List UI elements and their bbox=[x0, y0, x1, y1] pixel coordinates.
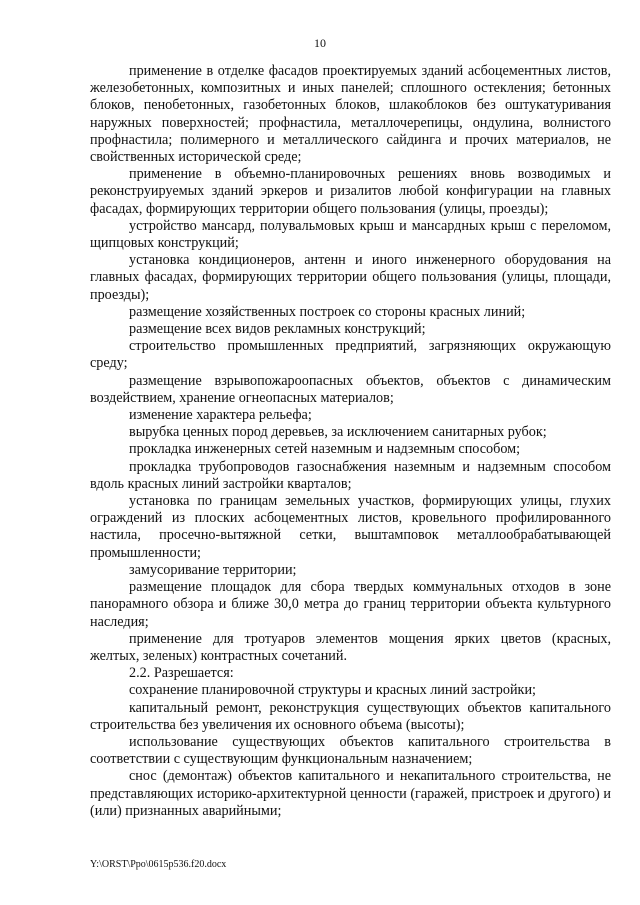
paragraph-fences: установка по границам земельных участков, формирующих улицы, глухих ограждений из плоских асбоцементных листов, кровельного профилированного настила, просечно-вытяжной сетки, выштамповок металлообрабатывающей промышленности; bbox=[90, 493, 611, 561]
paragraph-hazardous-objects: размещение взрывопожароопасных объектов, объектов с динамическим воздействием, хранение огнеопасных материалов; bbox=[90, 372, 611, 406]
paragraph-relief: изменение характера рельефа; bbox=[129, 407, 312, 424]
paragraph-tree-felling: вырубка ценных пород деревьев, за исключением санитарных рубок; bbox=[129, 424, 547, 441]
paragraph-industrial: строительство промышленных предприятий, загрязняющих окружающую среду; bbox=[90, 338, 611, 372]
paragraph-erkers-risalits: применение в объемно-планировочных решениях вновь возводимых и реконструируемых зданий эркеров и ризалитов любой конфигурации на главных фасадах, формирующих территории общего пользования (улицы, проезды); bbox=[90, 166, 611, 217]
paragraph-mansard-roofs: устройство мансард, полувальмовых крыш и мансардных крыш с переломом, щипцовых конструкций; bbox=[90, 217, 611, 252]
paragraph-advertising: размещение всех видов рекламных конструкций; bbox=[129, 321, 426, 338]
section-heading-permitted: 2.2. Разрешается: bbox=[129, 665, 234, 682]
footer-file-path: Y:\ORST\Ppo\0615p536.f20.docx bbox=[90, 859, 227, 870]
document-body bbox=[90, 63, 611, 820]
paragraph-outbuildings: размещение хозяйственных построек со стороны красных линий; bbox=[129, 303, 526, 320]
paragraph-demolition: снос (демонтаж) объектов капитального и некапитального строительства, не представляющих историко-архитектурной ценности (гаражей, пристроек и другого) и (или) признанных аварийными; bbox=[90, 768, 611, 819]
paragraph-waste-sites: размещение площадок для сбора твердых коммунальных отходов в зоне панорамного обзора и ближе 30,0 метра до границ территории объекта культурного наследия; bbox=[90, 579, 611, 630]
paragraph-littering: замусоривание территории; bbox=[129, 561, 297, 578]
page-number: 10 bbox=[314, 36, 326, 50]
paragraph-paving-colors: применение для тротуаров элементов мощения ярких цветов (красных, желтых, зеленых) контрастных сочетаний. bbox=[90, 630, 611, 664]
paragraph-facade-materials: применение в отделке фасадов проектируемых зданий асбоцементных листов, железобетонных, композитных и иных панелей; сплошного остекления; бетонных блоков, пенобетонных, газобетонных блоков, шлакоблоков без оштукатуривания наружных поверхностей; профнастила, металлочерепицы, ондулина, волнистого профнастила; полимерного и металлического сайдинга и прочих материалов, не свойственных исторической среде; bbox=[90, 63, 611, 166]
paragraph-utility-networks: прокладка инженерных сетей наземным и надземным способом; bbox=[129, 441, 521, 458]
paragraph-planning-structure: сохранение планировочной структуры и красных линий застройки; bbox=[129, 682, 536, 699]
paragraph-air-conditioners: установка кондиционеров, антенн и иного инженерного оборудования на главных фасадах, формирующих территории общего пользования (улицы, площади, проезды); bbox=[90, 252, 611, 303]
paragraph-gas-pipelines: прокладка трубопроводов газоснабжения наземным и надземным способом вдоль красных линий застройки кварталов; bbox=[90, 458, 611, 492]
paragraph-existing-use: использование существующих объектов капитального строительства в соответствии с существующим функциональным назначением; bbox=[90, 733, 611, 768]
paragraph-capital-repair: капитальный ремонт, реконструкция существующих объектов капитального строительства без увеличения их основного объема (высоты); bbox=[90, 699, 611, 733]
